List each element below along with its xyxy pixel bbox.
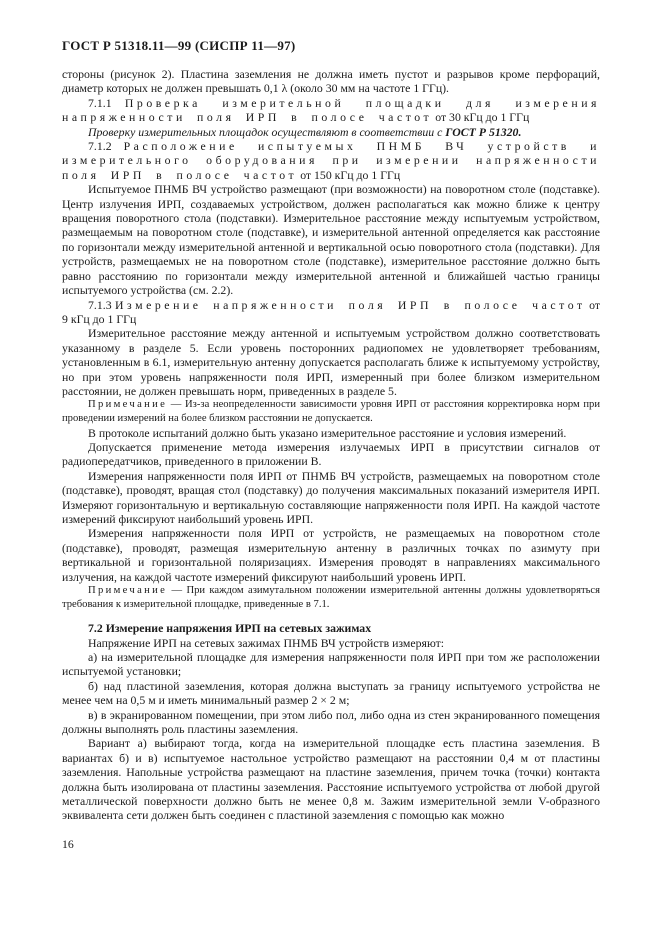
paragraph-measuring-distance: Измерительное расстояние между антенной и испытуемым устройством должно соответствовать указанному в разделе 5. Если уровень посторонних радиопомех не удовлетворяет требованиям, установленным в 6.1, измерительную антенну допускается располагать ближе к испытуемому устройству, но при этом уровень напряженности поля ИРП, измеренный при более близком измерительном расстоянии, не должен превышать норм, приведенных в разделе 5. [62, 326, 600, 398]
paragraph-continuation: стороны (рисунок 2). Пластина заземления не должна иметь пустот и разрывов кроме перфораций, диаметр которых не должен превышать 0,1 λ (около 30 мм на частоте 1 ГГц). [62, 67, 600, 96]
paragraph-7-2-intro: Напряжение ИРП на сетевых зажимах ПНМБ ВЧ устройств измеряют: [88, 635, 445, 650]
list-item-a: а) на измерительной площадке для измерения напряженности поля ИРП при том же расположении испытуемой установки; [62, 650, 600, 679]
section-number: 7.1.2 [88, 139, 112, 154]
section-freq-range: от 150 кГц до 1 ГГц [300, 167, 401, 182]
section-freq-range: от 30 кГц до 1 ГГц [435, 110, 530, 125]
note-text: — Из-за неопределенности зависимости уровня ИРП от расстояния корректировка норм при проведении измерений на более близком расстоянии не допускается. [62, 399, 601, 424]
note-text: — При каждом азимутальном положении измерительной антенны должны удовлетворяться требования к измерительной площадке, приведенные в 7.1. [62, 585, 600, 610]
note-label: Примечание [88, 585, 168, 596]
document-header: ГОСТ Р 51318.11—99 (СИСПР 11—97) [62, 38, 296, 53]
reference-line [62, 125, 600, 139]
section-heading-7-1-1 [62, 96, 600, 125]
page-number: 16 [62, 836, 74, 851]
document-body [62, 67, 600, 851]
section-title: Проверка измерительной площадки для измерения напряженности поля ИРП в полосе частот [62, 95, 601, 125]
note-label: Примечание [88, 399, 168, 411]
section-title: Измерение напряженности поля ИРП в полосе частот [115, 297, 586, 312]
list-item-v: в) в экранированном помещении, при этом либо пол, либо одна из стен экранированного помещения должны выполнять роль пластины заземления. [62, 707, 600, 737]
list-item-b: б) над пластиной заземления, которая должна выступать за границу испытуемого устройства не менее чем на 0,5 м и иметь минимальный размер 2 × 2 м; [62, 678, 600, 708]
section-heading-7-2: 7.2 Измерение напряжения ИРП на сетевых зажимах [88, 621, 372, 636]
gost-reference: ГОСТ Р 51320. [445, 124, 522, 139]
section-freq-range: от 9 кГц до 1 ГГц [62, 297, 601, 326]
note-2 [62, 584, 600, 611]
note-1 [62, 398, 600, 425]
paragraph-variant: Вариант а) выбирают тогда, когда на измерительной площадке есть пластина заземления. В вариантах б) и в) испытуемое настольное устройство размещают на расстоянии 0,4 м от пластины заземления. Напольные устройства размещают на пластине заземления, причем точка (точки) контакта должна быть изолирована от пластины заземления. Расстояние испытуемого устройства от любой другой металлической поверхности должно быть не менее 0,8 м. Зажим измерительной земли V-образного эквивалента сети должен быть соединен с пластиной заземления с помощью как можно [62, 736, 600, 823]
paragraph-placement: Испытуемое ПНМБ ВЧ устройство размещают (при возможности) на поворотном столе (подставке). Центр излучения ИРП, создаваемых устройством, должен располагаться как можно ближе к центру вращения поворотного стола (подставки). Измерительное расстояние между испытуемым устройством, размещаемым на поворотном столе (подставке), и измерительной антенной определяется как расстояние по горизонтали между измерительной антенной и вертикальной осью поворотного стола (подставки). Для устройств, размещаемых не на поворотном столе (подставке), измерительное расстояние должно быть равно расстоянию по горизонтали между измерительной антенной и ближайшей частью границы испытуемого устройства (см. 2.2). [62, 182, 600, 298]
section-number: 7.1.1 [88, 95, 112, 110]
section-heading-7-1-3 [62, 298, 600, 327]
section-heading-7-1-2 [62, 139, 600, 182]
section-number: 7.1.3 [88, 297, 112, 312]
section-title: Расположение испытуемых ПНМБ ВЧ устройств и измерительного оборудования при измерении напряженности поля ИРП в полосе частот [62, 139, 600, 182]
paragraph-protocol: В протоколе испытаний должно быть указано измерительное расстояние и условия измерений. [88, 425, 567, 440]
reference-text: Проверку измерительных площадок осуществляют в соответствии с [88, 124, 443, 139]
paragraph-allowed-method: Допускается применение метода измерения излучаемых ИРП в присутствии сигналов от радиопередатчиков, приведенного в приложении В. [62, 439, 600, 469]
paragraph-measurements-no-turntable: Измерения напряженности поля ИРП от устройств, не размещаемых на поворотном столе (подставке), проводят, размещая измерительную антенну в различных точках по азимуту при вертикальной и горизонтальной поляризациях. Измерения проводят в направлениях максимального излучения, на каждой частоте измерений фиксируют наибольший уровень ИРП. [62, 526, 600, 584]
paragraph-measurements-turntable: Измерения напряженности поля ИРП от ПНМБ ВЧ устройств, размещаемых на поворотном столе (подставке), проводят, вращая стол (подставку) до получения максимальных показаний измерителя ИРП. Измеряют горизонтальную и вертикальную составляющие напряженности поля ИРП. На каждой частоте измерений фиксируют наибольший уровень ИРП. [62, 468, 600, 526]
